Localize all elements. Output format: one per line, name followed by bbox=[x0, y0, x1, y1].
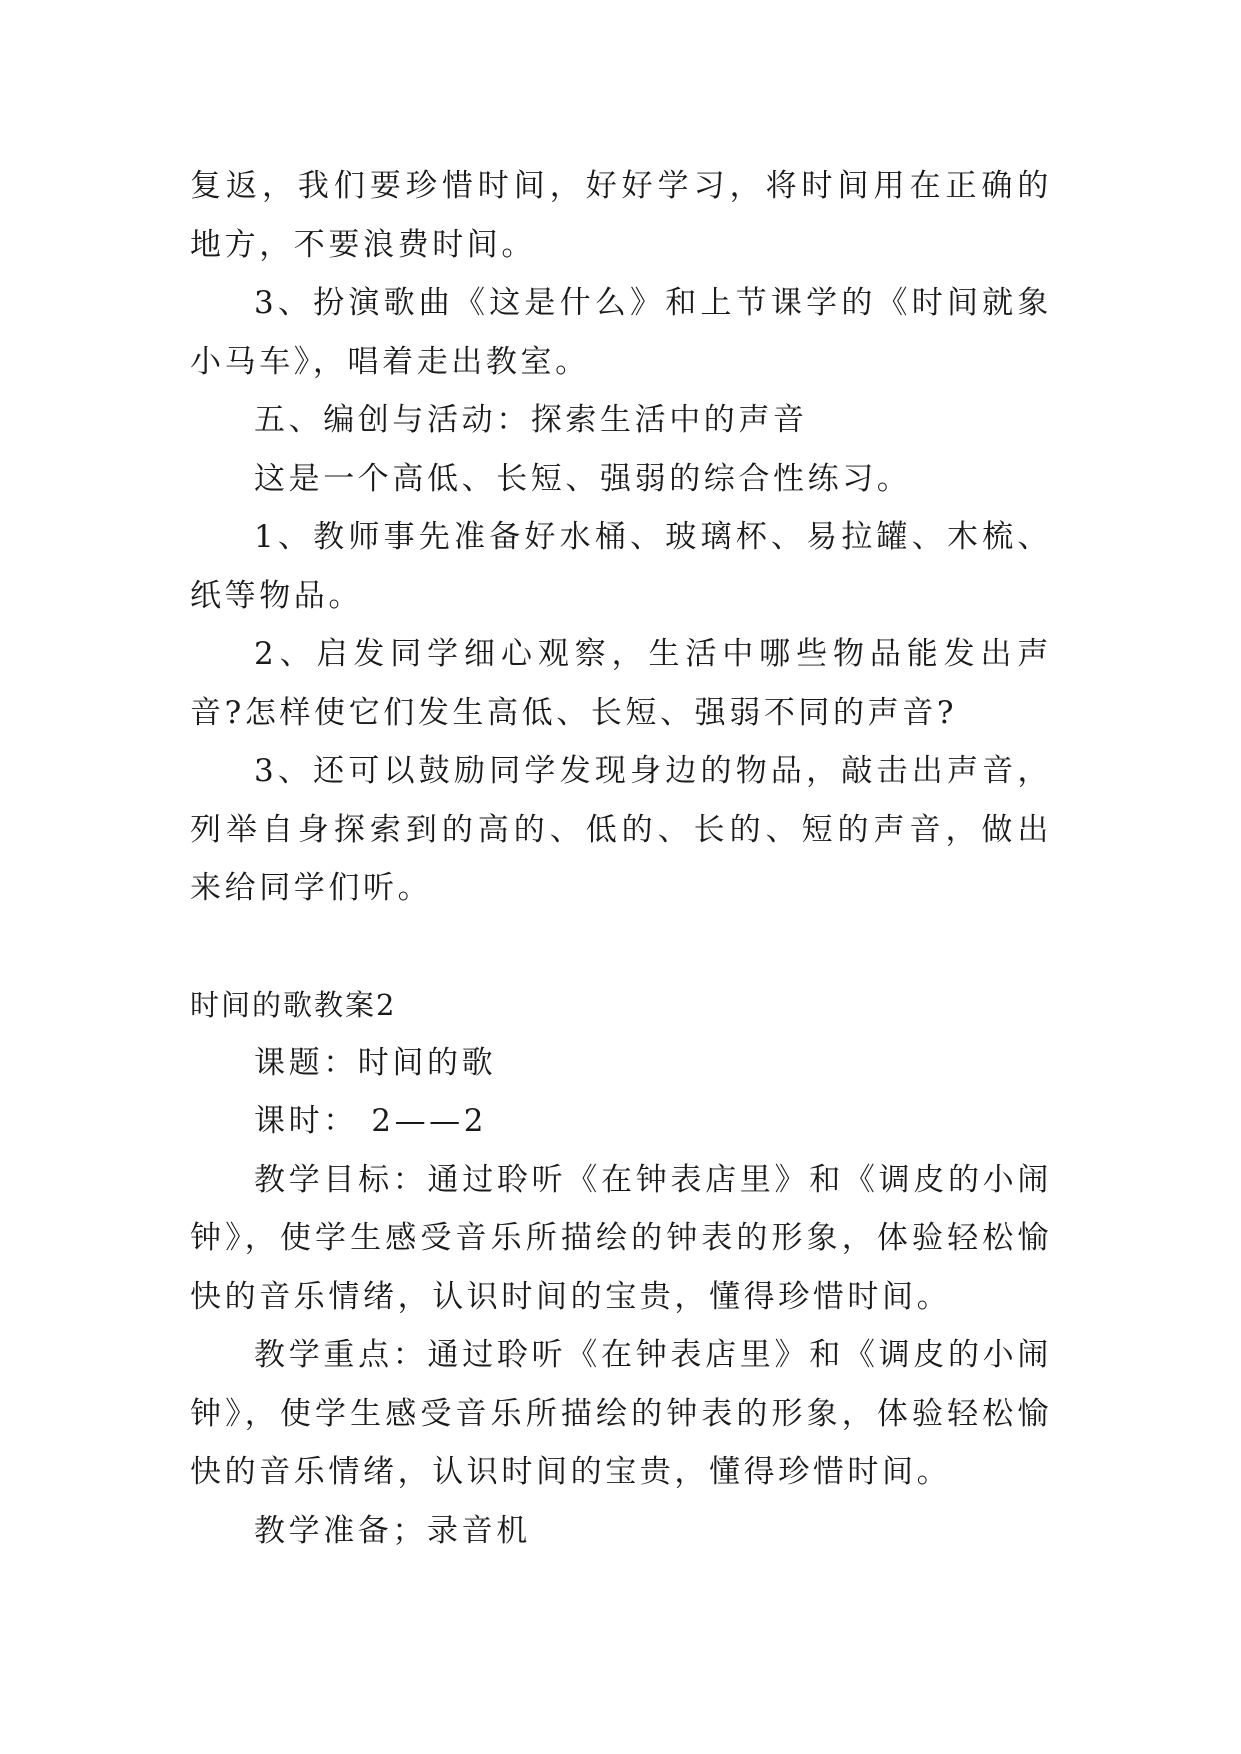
section-spacer bbox=[190, 918, 1052, 976]
paragraph-continuation: 复返，我们要珍惜时间，好好学习，将时间用在正确的地方，不要浪费时间。 bbox=[190, 168, 1052, 263]
document-body bbox=[190, 157, 1052, 1560]
paragraph-step-3: 3、扮演歌曲《这是什么》和上节课学的《时间就象小马车》，唱着走出教室。 bbox=[190, 285, 1052, 380]
paragraph-exercise-intro: 这是一个高低、长短、强弱的综合性练习。 bbox=[254, 460, 912, 497]
lesson-plan-title: 时间的歌教案2 bbox=[190, 987, 397, 1022]
paragraph-activity-1: 1、教师事先准备好水桶、玻璃杯、易拉罐、木梳、纸等物品。 bbox=[190, 519, 1052, 614]
paragraph-teaching-focus: 教学重点：通过聆听《在钟表店里》和《调皮的小闹钟》，使学生感受音乐所描绘的钟表的形象，体验轻松愉快的音乐情绪，认识时间的宝贵，懂得珍惜时间。 bbox=[190, 1337, 1052, 1490]
paragraph-activity-2: 2、启发同学细心观察，生活中哪些物品能发出声音?怎样使它们发生高低、长短、强弱不同的声音? bbox=[190, 636, 1052, 731]
paragraph-teaching-prep: 教学准备；录音机 bbox=[254, 1512, 531, 1549]
paragraph-teaching-goal: 教学目标：通过聆听《在钟表店里》和《调皮的小闹钟》，使学生感受音乐所描绘的钟表的形象，体验轻松愉快的音乐情绪，认识时间的宝贵，懂得珍惜时间。 bbox=[190, 1161, 1052, 1315]
paragraph-activity-3: 3、还可以鼓励同学发现身边的物品，敲击出声音，列举自身探索到的高的、低的、长的、短的声音，做出来给同学们听。 bbox=[190, 753, 1052, 906]
paragraph-class-hours: 课时： 2——2 bbox=[254, 1103, 488, 1139]
paragraph-topic: 课题：时间的歌 bbox=[254, 1044, 497, 1081]
section-heading-creation-activity: 五、编创与活动：探索生活中的声音 bbox=[254, 402, 808, 438]
